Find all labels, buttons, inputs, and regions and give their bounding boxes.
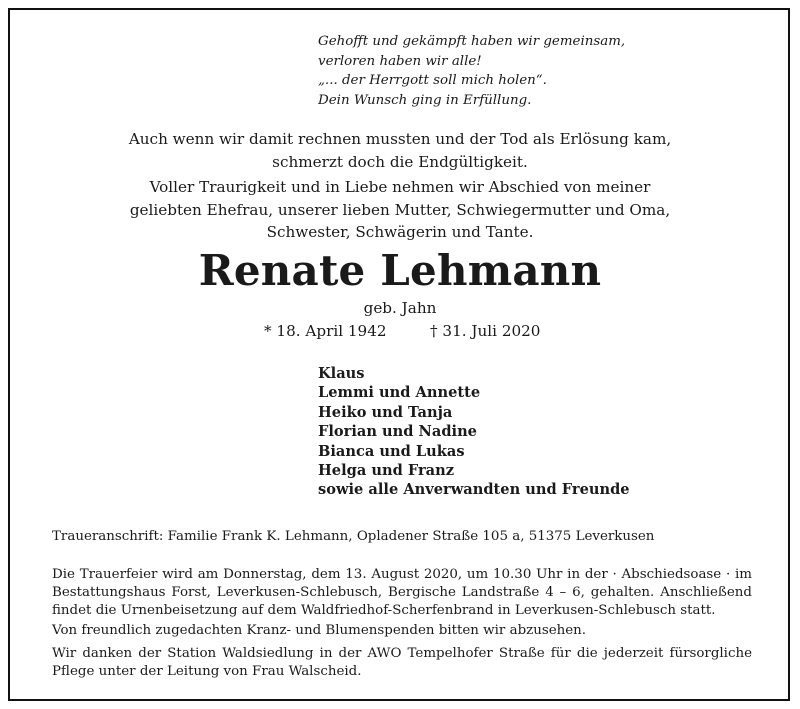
- thanks-line: Pflege unter der Leitung von Frau Walscheid.: [52, 664, 362, 680]
- mourner-entry: Bianca und Lukas: [318, 442, 465, 460]
- quote-line: Dein Wunsch ging in Erfüllung.: [318, 92, 532, 108]
- ceremony-line: Bestattungshaus Forst, Leverkusen-Schlebusch, Bergische Landstraße 4 – 6, gehalten. Anschließend: [52, 585, 752, 601]
- birth-date: * 18. April 1942: [264, 322, 387, 340]
- thanks-line: Wir danken der Station Waldsiedlung in der AWO Tempelhofer Straße für die jederzeit fürsorgliche: [52, 646, 752, 661]
- intro-line: schmerzt doch die Endgültigkeit.: [272, 152, 528, 171]
- thanks-notice: [52, 645, 752, 681]
- intro-line: Auch wenn wir damit rechnen mussten und der Tod als Erlösung kam,: [128, 130, 672, 148]
- mourner-entry: Helga und Franz: [318, 462, 455, 480]
- ceremony-line: Die Trauerfeier wird am Donnerstag, dem 13. August 2020, um 10.30 Uhr in der · Abschiedsoase · im: [52, 567, 752, 582]
- mourner-entry: Klaus: [318, 365, 365, 382]
- mourner-entry: Florian und Nadine: [318, 423, 477, 441]
- ceremony-line: findet die Urnenbeisetzung auf dem Waldfriedhof-Scherfenbrand in Leverkusen-Schlebusch statt.: [52, 603, 716, 619]
- ceremony-notice: [52, 566, 752, 621]
- opening-quote: [318, 32, 625, 110]
- death-date: † 31. Juli 2020: [430, 322, 541, 340]
- quote-line: verloren haben wir alle!: [318, 53, 482, 69]
- flowers-notice: Von freundlich zugedachten Kranz- und Blumenspenden bitten wir abzusehen.: [52, 623, 587, 638]
- intro-paragraph-2: [0, 176, 800, 244]
- quote-line: Gehofft und gekämpft haben wir gemeinsam,: [318, 34, 626, 49]
- mourner-entry: Lemmi und Annette: [318, 384, 481, 402]
- quote-line: „... der Herrgott soll mich holen“.: [318, 73, 547, 89]
- deceased-name: Renate Lehmann: [198, 246, 602, 295]
- intro-line: Schwester, Schwägerin und Tante.: [266, 223, 534, 241]
- birth-name: geb. Jahn: [363, 299, 437, 317]
- mourner-entry: Heiko und Tanja: [318, 403, 453, 421]
- mourning-address: Traueranschrift: Familie Frank K. Lehmann, Opladener Straße 105 a, 51375 Leverkusen: [52, 529, 655, 544]
- intro-line: Voller Traurigkeit und in Liebe nehmen wir Abschied von meiner: [149, 178, 651, 196]
- intro-paragraph-1: [0, 128, 800, 173]
- mourners-list: [318, 364, 630, 500]
- mourner-entry: sowie alle Anverwandten und Freunde: [318, 481, 630, 499]
- intro-line: geliebten Ehefrau, unserer lieben Mutter, Schwiegermutter und Oma,: [129, 200, 671, 219]
